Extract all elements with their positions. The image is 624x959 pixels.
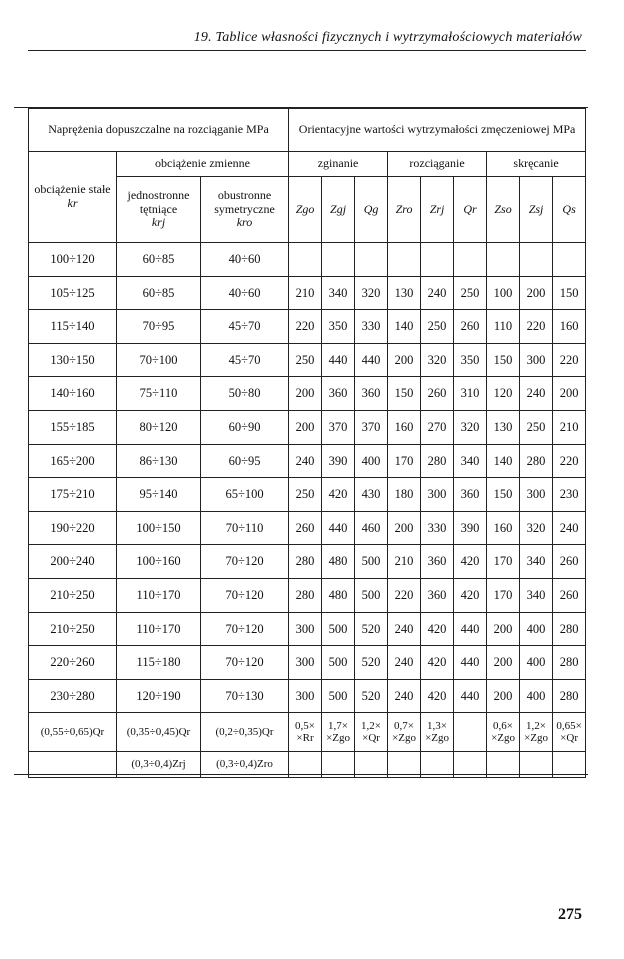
table-cell: 200 (388, 343, 421, 377)
table-cell: 280 (553, 646, 586, 680)
formula-cell: 0,65× ×Qr (553, 713, 586, 752)
table-cell: 220÷260 (29, 646, 117, 680)
table-cell: 350 (454, 343, 487, 377)
table-cell: 60÷85 (117, 276, 201, 310)
table-cell: 440 (454, 612, 487, 646)
table-cell: 150 (487, 343, 520, 377)
table-cell: 210÷250 (29, 612, 117, 646)
table-cell: 400 (355, 444, 388, 478)
table-cell: 420 (454, 545, 487, 579)
table-cell: 170 (487, 545, 520, 579)
table-cell: 370 (322, 410, 355, 444)
table-row (29, 478, 586, 512)
alternating-symbol: kro (236, 215, 253, 230)
table-cell: 70÷110 (201, 511, 289, 545)
formula-cell: 0,7× ×Zgo (388, 713, 421, 752)
table-row (29, 310, 586, 344)
table-row (29, 444, 586, 478)
table-cell: 350 (322, 310, 355, 344)
table-cell: 110 (487, 310, 520, 344)
table-cell: 200 (487, 679, 520, 713)
table-cell: 340 (454, 444, 487, 478)
table-cell: 210÷250 (29, 578, 117, 612)
table-cell: 440 (454, 646, 487, 680)
table-cell: 140÷160 (29, 377, 117, 411)
table-cell: 60÷95 (201, 444, 289, 478)
table-cell: 70÷120 (201, 545, 289, 579)
table-cell: 520 (355, 679, 388, 713)
table-cell: 50÷80 (201, 377, 289, 411)
table-cell: 70÷100 (117, 343, 201, 377)
table-cell: 300 (289, 612, 322, 646)
table-cell: 115÷140 (29, 310, 117, 344)
formula-cell: 0,5× ×Rr (289, 713, 322, 752)
table-cell: 200 (520, 276, 553, 310)
pulsating-symbol: krj (151, 215, 166, 230)
table-cell: 260 (553, 578, 586, 612)
table-cell: 70÷120 (201, 612, 289, 646)
table-cell: 420 (322, 478, 355, 512)
table-cell: 280 (289, 578, 322, 612)
table-cell: 260 (454, 310, 487, 344)
table-cell: 440 (454, 679, 487, 713)
table-cell: 115÷180 (117, 646, 201, 680)
formula-row (29, 713, 586, 752)
table-cell: 240 (421, 276, 454, 310)
table-cell: 150 (388, 377, 421, 411)
torsion-header: skręcanie (487, 152, 586, 177)
table-cell: 210 (289, 276, 322, 310)
table-cell (454, 243, 487, 277)
table-cell: 420 (421, 646, 454, 680)
table-cell: 300 (289, 646, 322, 680)
table-cell: 220 (520, 310, 553, 344)
table-cell: 240 (388, 679, 421, 713)
table-cell: 220 (553, 444, 586, 478)
table-cell: 300 (421, 478, 454, 512)
table-cell: 240 (388, 646, 421, 680)
table-cell: 130 (388, 276, 421, 310)
table-cell: 110÷170 (117, 578, 201, 612)
formula-cell: 1,2× ×Qr (355, 713, 388, 752)
table-cell: 150 (487, 478, 520, 512)
table-cell: 360 (355, 377, 388, 411)
col-header: Zgj (322, 177, 355, 243)
pulsating-header (117, 177, 201, 243)
page-number: 275 (558, 906, 582, 923)
table-cell: 330 (421, 511, 454, 545)
table-row (29, 545, 586, 579)
table-cell (487, 243, 520, 277)
table-cell: 70÷130 (201, 679, 289, 713)
table-row (29, 578, 586, 612)
table-cell: 100÷120 (29, 243, 117, 277)
table-cell: 480 (322, 578, 355, 612)
table-cell: 150 (553, 276, 586, 310)
table-cell: 240 (520, 377, 553, 411)
table-cell: 160 (487, 511, 520, 545)
table-cell: 400 (520, 679, 553, 713)
table-cell: 300 (520, 478, 553, 512)
table-cell: 45÷70 (201, 310, 289, 344)
formula-cell: (0,55÷0,65)Qr (29, 713, 117, 752)
table-cell: 170 (388, 444, 421, 478)
table-cell: 105÷125 (29, 276, 117, 310)
table-cell: 200÷240 (29, 545, 117, 579)
col-header: Qs (553, 177, 586, 243)
table-row (29, 276, 586, 310)
static-load-symbol: kr (67, 196, 78, 210)
table-row (29, 243, 586, 277)
table-cell: 65÷100 (201, 478, 289, 512)
col-header: Zrj (421, 177, 454, 243)
table-cell: 70÷120 (201, 646, 289, 680)
group-fatigue-strength: Orientacyjne wartości wytrzymałości zmęczeniowej MPa (289, 109, 586, 152)
page-header: 19. Tablice własności fizycznych i wytrzymałościowych materiałów (193, 30, 582, 45)
table-cell: 190÷220 (29, 511, 117, 545)
table-cell: 280 (520, 444, 553, 478)
table-cell: 120 (487, 377, 520, 411)
table-cell: 140 (388, 310, 421, 344)
table-cell: 390 (454, 511, 487, 545)
table-cell (388, 243, 421, 277)
table-cell: 155÷185 (29, 410, 117, 444)
table-cell: 160 (388, 410, 421, 444)
table-cell: 140 (487, 444, 520, 478)
alternating-label: obustronne symetryczne (214, 187, 275, 216)
formula-cell: (0,2÷0,35)Qr (201, 713, 289, 752)
table-cell: 460 (355, 511, 388, 545)
table-row (29, 679, 586, 713)
table-cell: 240 (553, 511, 586, 545)
table-cell: 430 (355, 478, 388, 512)
table-cell: 500 (322, 612, 355, 646)
table-cell: 260 (289, 511, 322, 545)
table-cell: 75÷110 (117, 377, 201, 411)
table-cell: 360 (454, 478, 487, 512)
table-cell: 320 (355, 276, 388, 310)
table-cell (553, 243, 586, 277)
table-bottom-rule (14, 774, 588, 775)
table-cell: 260 (421, 377, 454, 411)
table-row (29, 410, 586, 444)
table-cell: 260 (553, 545, 586, 579)
fatigue-strength-table (28, 108, 586, 778)
col-header: Qg (355, 177, 388, 243)
alternating-header (201, 177, 289, 243)
col-header: Qr (454, 177, 487, 243)
table-cell: 250 (289, 343, 322, 377)
table-row (29, 377, 586, 411)
table-cell: 220 (289, 310, 322, 344)
formula-cell: (0,3÷0,4)Zrj (117, 752, 201, 778)
table-cell: 340 (322, 276, 355, 310)
table-cell: 200 (487, 612, 520, 646)
table-cell: 420 (454, 578, 487, 612)
table-cell: 200 (553, 377, 586, 411)
table-cell: 100÷160 (117, 545, 201, 579)
table-cell (355, 243, 388, 277)
col-header: Zgo (289, 177, 322, 243)
col-header: Zro (388, 177, 421, 243)
table-cell: 500 (355, 578, 388, 612)
table-cell: 420 (421, 612, 454, 646)
table-cell: 360 (421, 578, 454, 612)
table-cell: 200 (388, 511, 421, 545)
table-cell: 230÷280 (29, 679, 117, 713)
table-cell: 520 (355, 646, 388, 680)
table-cell: 320 (520, 511, 553, 545)
table-cell: 440 (322, 343, 355, 377)
table-cell: 100÷150 (117, 511, 201, 545)
table-cell: 500 (322, 679, 355, 713)
pulsating-label: jednostronne tętniące (127, 187, 190, 216)
table-cell: 360 (421, 545, 454, 579)
table-cell: 340 (520, 545, 553, 579)
table-cell: 200 (289, 377, 322, 411)
formula-cell: (0,3÷0,4)Zro (201, 752, 289, 778)
table-cell: 300 (289, 679, 322, 713)
table-cell: 250 (454, 276, 487, 310)
table-cell: 250 (421, 310, 454, 344)
table-cell: 520 (355, 612, 388, 646)
table-cell: 500 (322, 646, 355, 680)
table-cell: 280 (289, 545, 322, 579)
table-cell: 440 (355, 343, 388, 377)
table-cell: 250 (289, 478, 322, 512)
table-cell: 130÷150 (29, 343, 117, 377)
col-header: Zsj (520, 177, 553, 243)
table-cell: 440 (322, 511, 355, 545)
table-cell: 500 (355, 545, 388, 579)
formula-cell: (0,35÷0,45)Qr (117, 713, 201, 752)
table-cell: 80÷120 (117, 410, 201, 444)
table-cell: 40÷60 (201, 243, 289, 277)
table-cell: 70÷95 (117, 310, 201, 344)
table-cell: 40÷60 (201, 276, 289, 310)
table-cell: 280 (421, 444, 454, 478)
table-cell (322, 243, 355, 277)
table-cell: 240 (388, 612, 421, 646)
table-cell: 370 (355, 410, 388, 444)
table-body (29, 243, 586, 778)
table-cell: 220 (553, 343, 586, 377)
table-cell: 320 (454, 410, 487, 444)
variable-load-header: obciążenie zmienne (117, 152, 289, 177)
table-cell: 130 (487, 410, 520, 444)
static-load-label: obciążenie stałe (34, 182, 111, 197)
table-cell: 95÷140 (117, 478, 201, 512)
table-cell: 70÷120 (201, 578, 289, 612)
group-allowable-stress: Naprężenia dopuszczalne na rozciąganie MPa (29, 109, 289, 152)
table-cell: 210 (553, 410, 586, 444)
static-load-header (29, 152, 117, 243)
table-cell: 340 (520, 578, 553, 612)
table-cell: 330 (355, 310, 388, 344)
table-cell: 400 (520, 646, 553, 680)
table-cell: 310 (454, 377, 487, 411)
table-cell: 100 (487, 276, 520, 310)
table-cell: 45÷70 (201, 343, 289, 377)
table-cell: 120÷190 (117, 679, 201, 713)
table-cell (289, 243, 322, 277)
table-cell: 250 (520, 410, 553, 444)
table-cell: 360 (322, 377, 355, 411)
table-cell: 160 (553, 310, 586, 344)
tension-header: rozciąganie (388, 152, 487, 177)
bending-header: zginanie (289, 152, 388, 177)
table-row (29, 511, 586, 545)
header-rule (28, 50, 586, 51)
formula-cell: 1,7× ×Zgo (322, 713, 355, 752)
table-cell: 240 (289, 444, 322, 478)
table-cell: 220 (388, 578, 421, 612)
table-row (29, 612, 586, 646)
table-row (29, 646, 586, 680)
table-cell: 270 (421, 410, 454, 444)
table-cell: 480 (322, 545, 355, 579)
table-cell: 390 (322, 444, 355, 478)
table-cell: 180 (388, 478, 421, 512)
table-cell: 60÷90 (201, 410, 289, 444)
table-cell: 165÷200 (29, 444, 117, 478)
table-cell: 60÷85 (117, 243, 201, 277)
table-cell: 400 (520, 612, 553, 646)
table-cell: 200 (289, 410, 322, 444)
formula-cell (454, 713, 487, 752)
table-cell: 280 (553, 612, 586, 646)
table-cell: 230 (553, 478, 586, 512)
table-cell: 86÷130 (117, 444, 201, 478)
table-row (29, 343, 586, 377)
formula-cell: 1,2× ×Zgo (520, 713, 553, 752)
table-cell: 175÷210 (29, 478, 117, 512)
table-cell: 170 (487, 578, 520, 612)
table-cell: 420 (421, 679, 454, 713)
formula-cell: 0,6× ×Zgo (487, 713, 520, 752)
table-cell: 110÷170 (117, 612, 201, 646)
table-cell: 300 (520, 343, 553, 377)
table-cell: 280 (553, 679, 586, 713)
table-cell: 210 (388, 545, 421, 579)
table-cell (421, 243, 454, 277)
table-cell (520, 243, 553, 277)
formula-cell: 1,3× ×Zgo (421, 713, 454, 752)
col-header: Zso (487, 177, 520, 243)
table-cell: 320 (421, 343, 454, 377)
table-cell: 200 (487, 646, 520, 680)
